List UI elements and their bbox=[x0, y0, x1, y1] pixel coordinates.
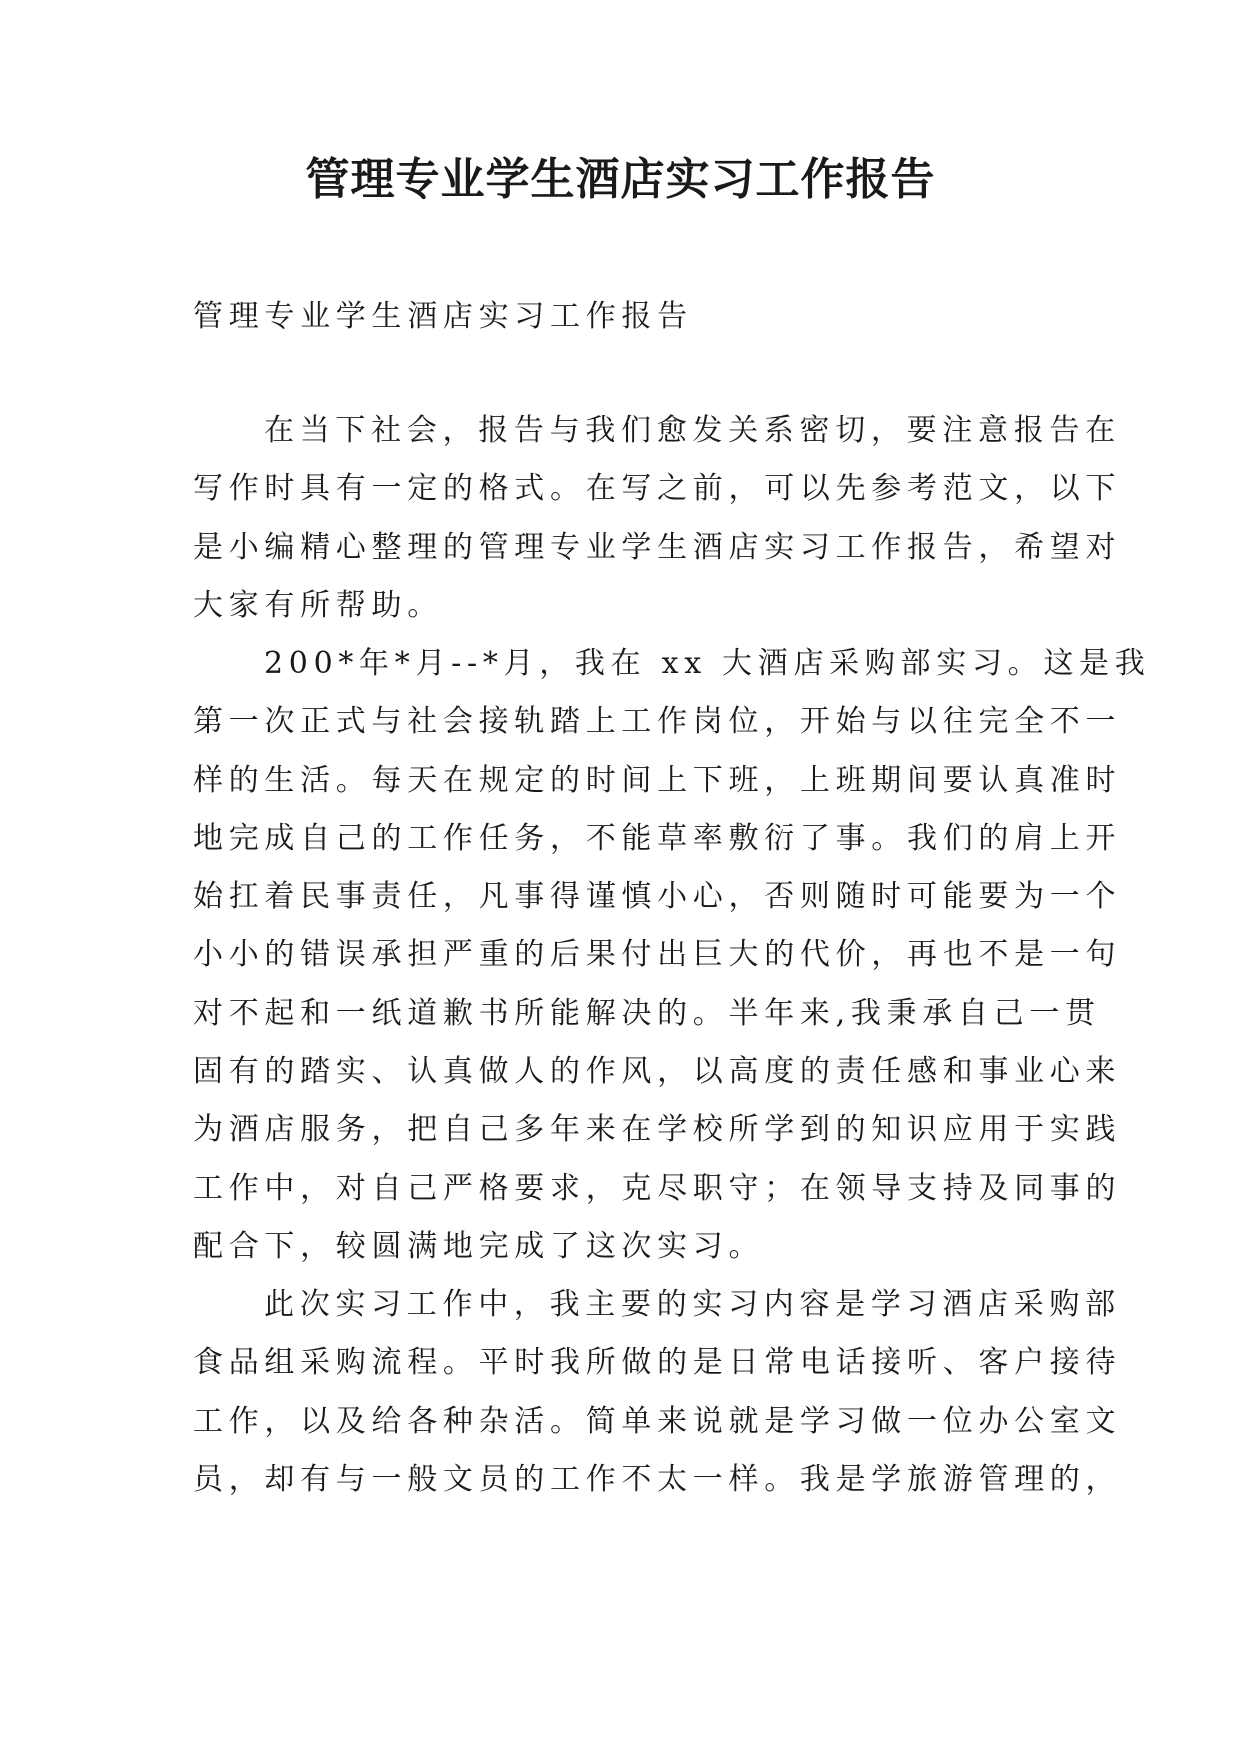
document-title: 管理专业学生酒店实习工作报告 bbox=[305, 154, 936, 205]
paragraph-line: 对不起和一纸道歉书所能解决的。半年来,我秉承自己一贯 bbox=[193, 995, 1101, 1031]
overview-paragraph bbox=[193, 635, 1151, 1276]
paragraph-line: 写作时具有一定的格式。在写之前，可以先参考范文，以下 bbox=[193, 471, 1122, 507]
paragraph-line: 工作中，对自己严格要求，克尽职守；在领导支持及同事的 bbox=[193, 1170, 1122, 1206]
paragraph-line: 第一次正式与社会接轨踏上工作岗位，开始与以往完全不一 bbox=[193, 704, 1122, 740]
paragraph-line: 为酒店服务，把自己多年来在学校所学到的知识应用于实践 bbox=[193, 1112, 1122, 1148]
paragraph-line: 食品组采购流程。平时我所做的是日常电话接听、客户接待 bbox=[193, 1345, 1122, 1381]
paragraph-line: 始扛着民事责任，凡事得谨慎小心，否则随时可能要为一个 bbox=[193, 879, 1122, 915]
paragraph-line: 在当下社会，报告与我们愈发关系密切，要注意报告在 bbox=[264, 413, 1121, 448]
paragraph-line: 固有的踏实、认真做人的作风，以高度的责任感和事业心来 bbox=[193, 1054, 1122, 1090]
paragraph-line: 此次实习工作中，我主要的实习内容是学习酒店采购部 bbox=[264, 1287, 1121, 1322]
intro-paragraph bbox=[193, 402, 1122, 635]
paragraph-line: 样的生活。每天在规定的时间上下班，上班期间要认真准时 bbox=[193, 762, 1122, 798]
content-paragraph bbox=[193, 1276, 1122, 1509]
paragraph-line: 是小编精心整理的管理专业学生酒店实习工作报告，希望对 bbox=[193, 529, 1122, 565]
paragraph-line: 配合下，较圆满地完成了这次实习。 bbox=[193, 1228, 765, 1264]
document-subtitle: 管理专业学生酒店实习工作报告 bbox=[193, 299, 693, 334]
paragraph-line: 200*年*月--*月，我在 xx 大酒店采购部实习。这是我 bbox=[264, 646, 1151, 681]
paragraph-line: 工作，以及给各种杂活。简单来说就是学习做一位办公室文 bbox=[193, 1403, 1122, 1439]
paragraph-line: 大家有所帮助。 bbox=[193, 587, 443, 623]
paragraph-line: 地完成自己的工作任务，不能草率敷衍了事。我们的肩上开 bbox=[193, 820, 1122, 856]
paragraph-line: 员，却有与一般文员的工作不太一样。我是学旅游管理的， bbox=[193, 1461, 1122, 1497]
paragraph-line: 小小的错误承担严重的后果付出巨大的代价，再也不是一句 bbox=[193, 937, 1122, 973]
